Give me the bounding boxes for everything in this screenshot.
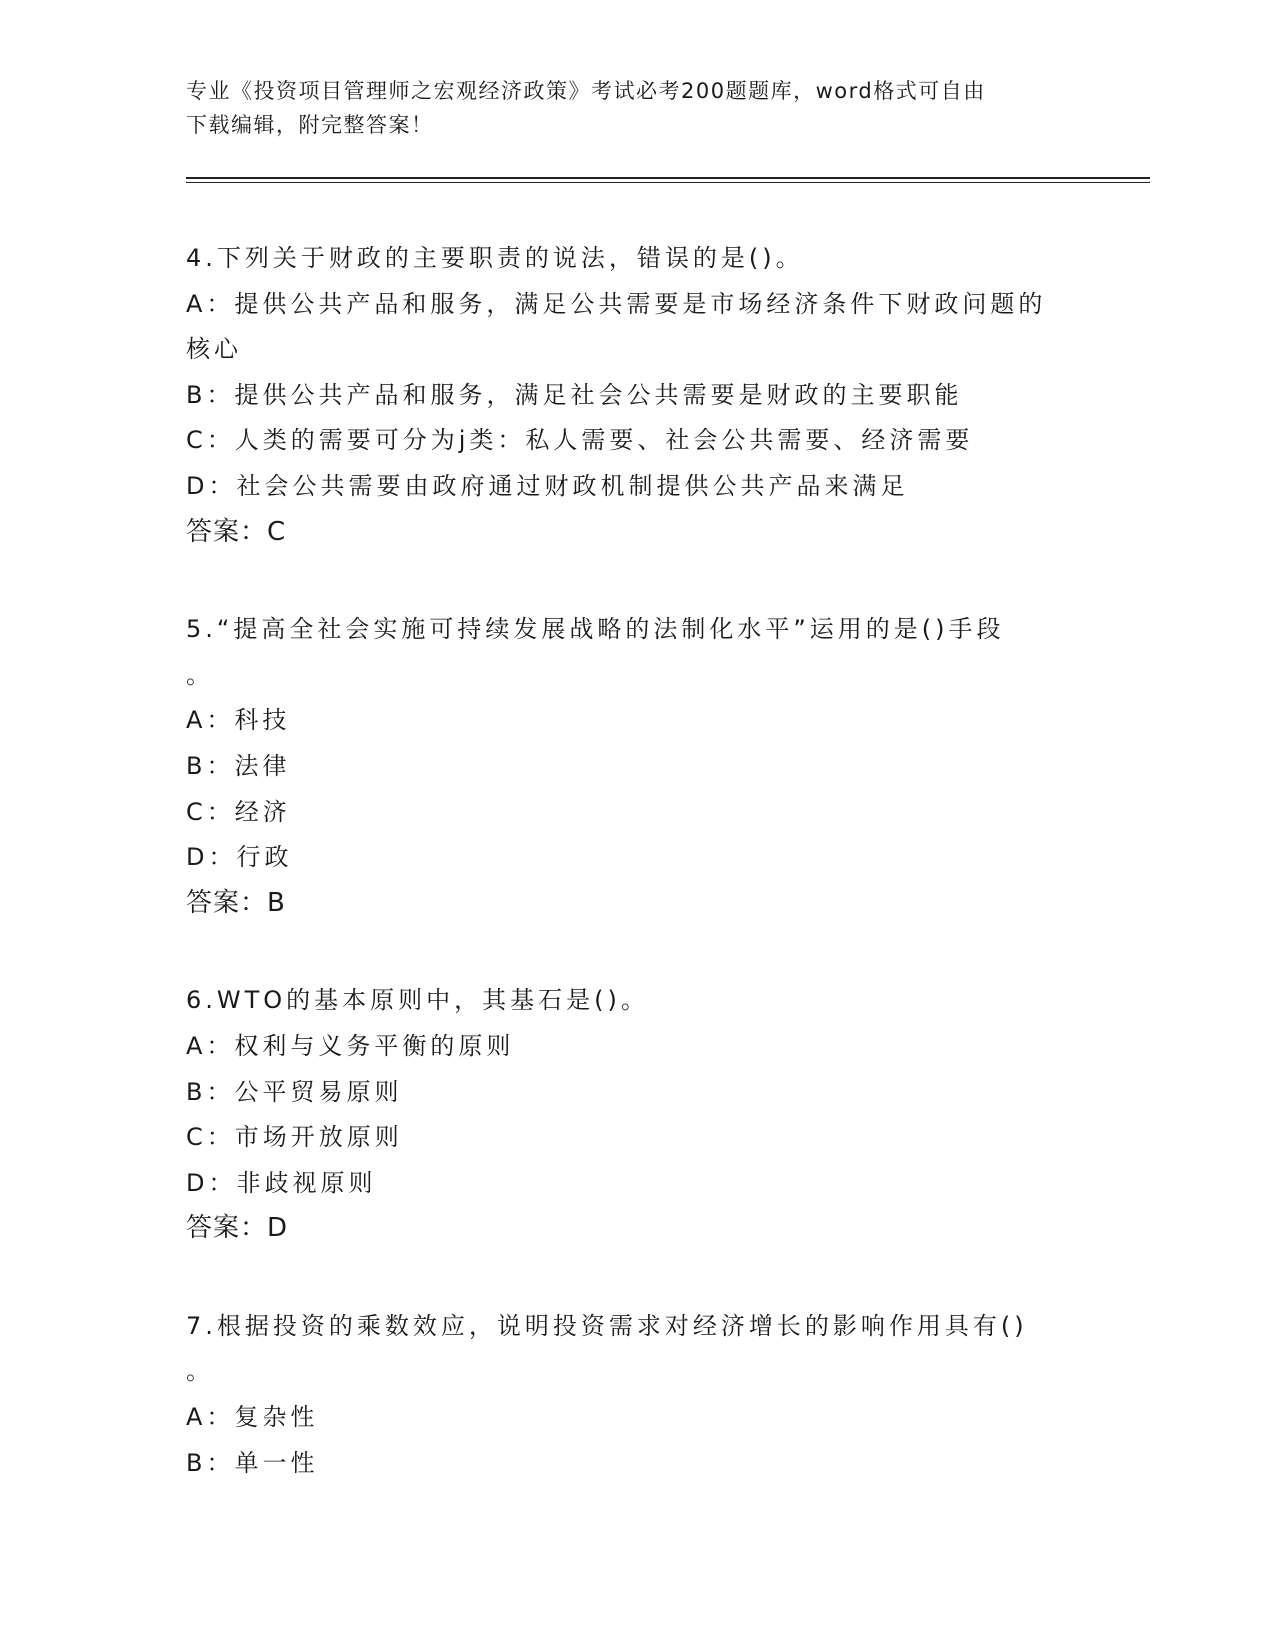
question-text-continued: 。 [186, 1357, 214, 1386]
question-text: 5.“提高全社会实施可持续发展战略的法制化水平”运用的是()手段 [186, 615, 1005, 644]
option-b: B：单一性 [186, 1448, 319, 1477]
option-c: C：人类的需要可分为j类：私人需要、社会公共需要、经济需要 [186, 426, 974, 455]
answer: 答案：D [186, 1213, 289, 1244]
answer: 答案：C [186, 516, 287, 547]
question-6 [186, 978, 1086, 1252]
document-header [186, 74, 1086, 142]
header-line-1: 专业《投资项目管理师之宏观经济政策》考试必考200题题库，word格式可自由 [186, 79, 986, 103]
question-text: 7.根据投资的乘数效应，说明投资需求对经济增长的影响作用具有() [186, 1311, 1028, 1340]
option-a: A：提供公共产品和服务，满足公共需要是市场经济条件下财政问题的 [186, 289, 1047, 318]
question-5 [186, 607, 1086, 926]
option-d: D：行政 [186, 843, 293, 872]
question-text: 4.下列关于财政的主要职责的说法，错误的是()。 [186, 244, 804, 272]
header-line-2: 下载编辑，附完整答案！ [186, 113, 434, 137]
header-divider-thick [186, 177, 1150, 179]
option-d: D：非歧视原则 [186, 1168, 377, 1197]
question-list [186, 236, 1086, 1538]
option-b: B：法律 [186, 751, 291, 780]
option-b: B：提供公共产品和服务，满足社会公共需要是财政的主要职能 [186, 380, 963, 409]
question-text: 6.WTO的基本原则中，其基石是()。 [186, 986, 649, 1015]
question-text-continued: 。 [186, 660, 214, 689]
option-b: B：公平贸易原则 [186, 1077, 403, 1106]
option-a: A：科技 [186, 706, 291, 735]
option-c: C：经济 [186, 797, 291, 826]
option-a: A：复杂性 [186, 1403, 319, 1432]
option-a: A：权利与义务平衡的原则 [186, 1031, 515, 1060]
question-7 [186, 1304, 1086, 1486]
option-a-continued: 核心 [186, 335, 242, 364]
option-d: D：社会公共需要由政府通过财政机制提供公共产品来满足 [186, 471, 909, 500]
question-4 [186, 236, 1086, 555]
option-c: C：市场开放原则 [186, 1123, 403, 1152]
answer: 答案：B [186, 887, 286, 918]
header-divider-thin [186, 182, 1150, 183]
